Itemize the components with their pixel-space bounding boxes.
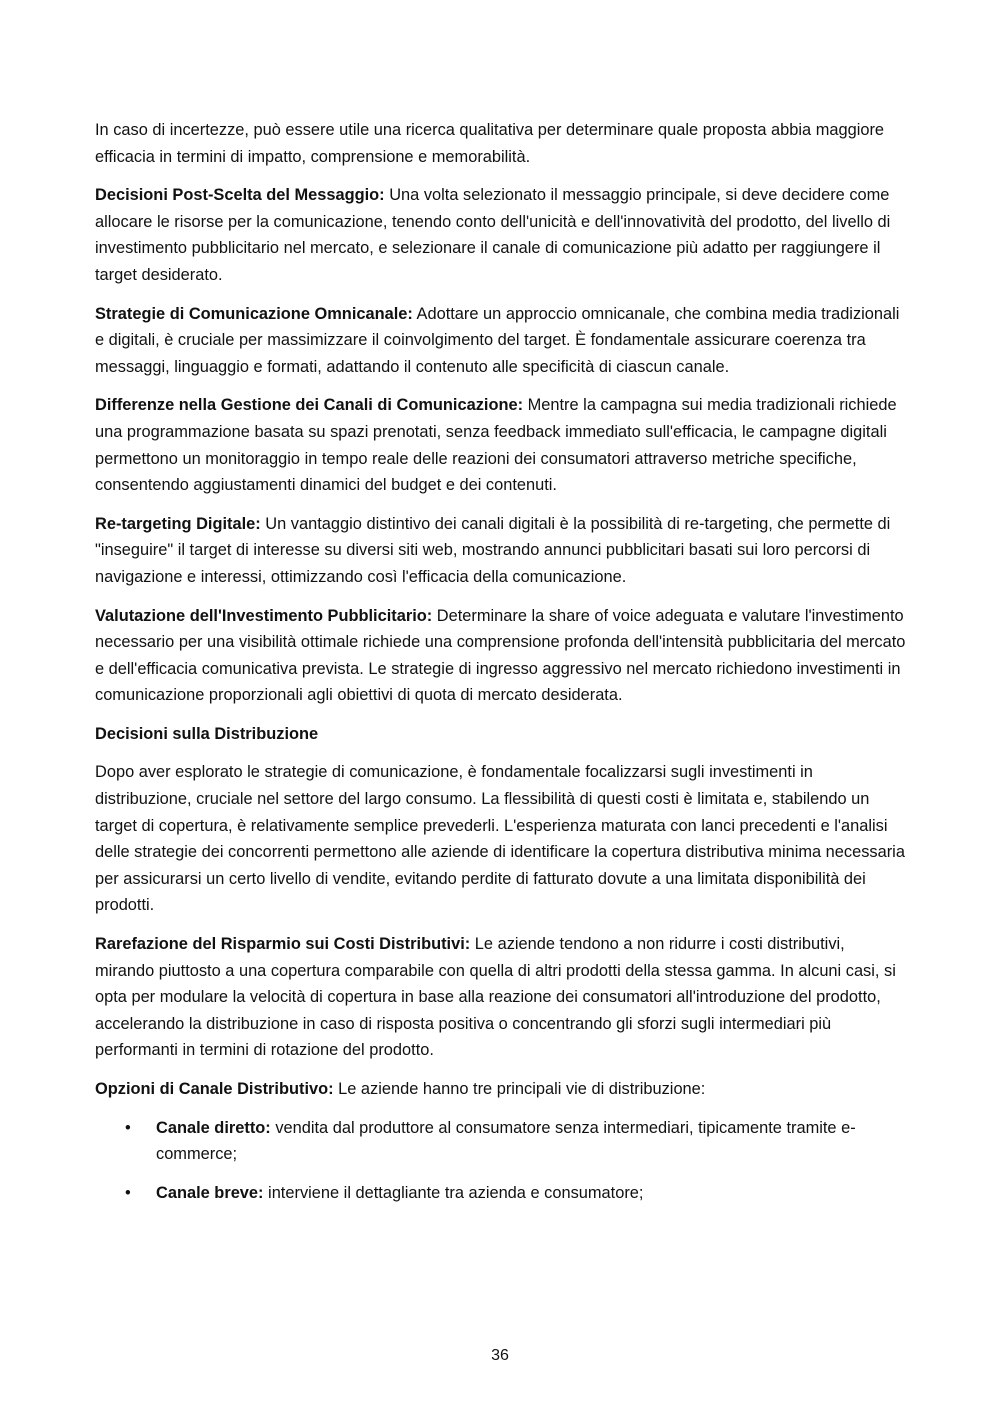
list-item-lead: Canale diretto: [156,1118,271,1137]
bullet-list [95,1115,908,1207]
paragraph-lead: Rarefazione del Risparmio sui Costi Distributivi: [95,935,471,954]
list-item-text: interviene il dettagliante tra azienda e consumatore; [263,1183,644,1202]
paragraph-text: Mentre la campagna sui media tradizionali richiede una programmazione basata su spazi prenotati, senza feedback immediato sull'efficacia, le campagne digitali permettono un monitoraggio in tempo reale delle reazioni dei consumatori attraverso metriche specifiche, consentendo aggiustamenti dinamici del budget e dei contenuti. [95,396,897,495]
paragraph-incertezze [95,117,908,170]
paragraph-retargeting [95,511,908,591]
paragraph-lead: Opzioni di Canale Distributivo: [95,1080,334,1098]
paragraph-investimento [95,603,908,709]
list-item [95,1180,908,1207]
paragraph-text: Adottare un approccio omnicanale, che combina media tradizionali e digitali, è cruciale per massimizzare il coinvolgimento del target. È fondamentale assicurare coerenza tra messaggi, linguaggio e formati, adattando il contenuto alle specificità di ciascun canale. [95,304,900,376]
paragraph-distribuzione [95,759,908,919]
paragraph-text: Dopo aver esplorato le strategie di comunicazione, è fondamentale focalizzarsi sugli investimenti in distribuzione, cruciale nel settore del largo consumo. La flessibilità di questi costi è limitata e, stabilendo un target di copertura, è relativamente semplice prevederli. L'esperienza maturata con lanci precedenti e l'analisi delle strategie dei concorrenti permettono alle aziende di identificare la copertura distributiva minima necessaria per assicurarsi un certo livello di vendite, evitando perdite di fatturato dovute a una limitata disponibilità dei prodotti. [95,763,905,915]
list-item-lead: Canale breve: [156,1183,264,1202]
paragraph-lead: Valutazione dell'Investimento Pubblicitario: [95,606,433,625]
paragraph-text: Una volta selezionato il messaggio principale, si deve decidere come allocare le risorse per la comunicazione, tenendo conto dell'unicità e dell'innovatività del prodotto, del livello di investimento pubblicitario nel mercato, e selezionare il canale di comunicazione più adatto per raggiungere il target desiderato. [95,186,891,284]
section-heading: Decisioni sulla Distribuzione [95,724,319,743]
paragraph-differenze-canali [95,392,908,498]
paragraph-lead: Decisioni Post-Scelta del Messaggio: [95,186,385,205]
paragraph-lead: Differenze nella Gestione dei Canali di Comunicazione: [95,396,524,415]
paragraph-costi-distributivi [95,931,908,1064]
paragraph-lead: Re-targeting Digitale: [95,514,261,533]
list-item [95,1115,908,1168]
bullet-icon: • [125,1183,131,1202]
paragraph-text: In caso di incertezze, può essere utile una ricerca qualitativa per determinare quale proposta abbia maggiore efficacia in termini di impatto, comprensione e memorabilità. [95,121,885,166]
document-page [95,117,908,1218]
list-item-text: vendita dal produttore al consumatore senza intermediari, tipicamente tramite e-commerce; [156,1118,856,1164]
paragraph-text: Un vantaggio distintivo dei canali digitali è la possibilità di re-targeting, che permette di "inseguire" il target di interesse su diversi siti web, mostrando annunci pubblicitari basati sui loro percorsi di navigazione e interessi, ottimizzando così l'efficacia della comunicazione. [95,514,891,586]
paragraph-text: Determinare la share of voice adeguata e valutare l'investimento necessario per una visibilità ottimale richiede una comprensione profonda dell'intensità pubblicitaria del mercato e dell'efficacia comunicativa prevista. Le strategie di ingresso aggressivo nel mercato richiedono investimenti in comunicazione proporzionali agli obiettivi di quota di mercato desiderata. [95,606,906,705]
paragraph-post-scelta [95,182,908,288]
page-number: 36 [491,1347,509,1364]
paragraph-omnicanale [95,301,908,381]
paragraph-lead: Strategie di Comunicazione Omnicanale: [95,304,413,323]
bullet-icon: • [125,1118,131,1137]
paragraph-text: Le aziende tendono a non ridurre i costi distributivi, mirando piuttosto a una copertura comparabile con quella di altri prodotti della stessa gamma. In alcuni casi, si opta per modulare la velocità di copertura in base alla reazione dei consumatori all'introduzione del prodotto, accelerando la distribuzione in caso di risposta positiva o concentrando gli sforzi sugli intermediari più performanti in termini di rotazione del prodotto. [95,935,896,1060]
paragraph-opzioni-canale [95,1076,908,1103]
paragraph-text: Le aziende hanno tre principali vie di distribuzione: [333,1080,706,1098]
